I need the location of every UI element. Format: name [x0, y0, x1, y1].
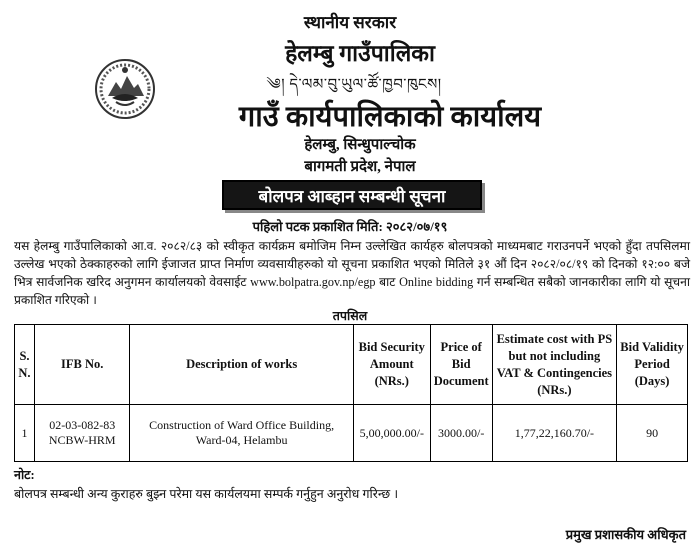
cell-estimate: 1,77,22,160.70/-: [492, 405, 617, 462]
note-text: बोलपत्र सम्बन्धी अन्य कुराहरु बुझ्न परेमा यस कार्यलयमा सम्पर्क गर्नुहुन अनुरोध गरिन्छ ।: [14, 487, 399, 501]
letterhead: [0, 0, 700, 180]
local-government-label: स्थानीय सरकार: [303, 13, 397, 32]
table-row: [15, 405, 688, 462]
published-date: पहिलो पटक प्रकाशित मिति: २०८२/०७/१९: [252, 219, 448, 234]
cell-ifb: 02-03-082-83 NCBW-HRM: [34, 405, 129, 462]
office-title: गाउँ कार्यपालिकाको कार्यालय: [238, 101, 542, 133]
cell-validity: 90: [617, 405, 688, 462]
tibetan-script-line: ༄། དེ་ལམ་བུ་ཡུལ་ཚོ་ཁྱབ་ཁུངས།: [266, 77, 442, 93]
table-header-row: [15, 325, 688, 405]
rural-municipality-name: हेलम्बु गाउँपालिका: [285, 41, 435, 66]
notice-title-box: बोलपत्र आब्हान सम्बन्धी सूचना: [222, 180, 482, 210]
header-estimate: Estimate cost with PS but not including VAT & Contingencies (NRs.): [492, 325, 617, 405]
cell-description: Construction of Ward Office Building, Ward-04, Helambu: [130, 405, 353, 462]
header-price-of-bid: Price of Bid Document: [430, 325, 492, 405]
header-description: Description of works: [130, 325, 353, 405]
cell-sn: 1: [15, 405, 35, 462]
note-label: नोट:: [14, 468, 35, 482]
header-bid-security: Bid Security Amount (NRs.): [353, 325, 430, 405]
works-table: [14, 324, 688, 462]
cell-bid-security: 5,00,000.00/-: [353, 405, 430, 462]
cell-price-of-bid: 3000.00/-: [430, 405, 492, 462]
nepal-emblem-icon: [94, 58, 156, 120]
header-validity: Bid Validity Period (Days): [617, 325, 688, 405]
notice-paragraph: यस हेलम्बु गाउँपालिकाको आ.व. २०८२/८३ को स्वीकृत कार्यक्रम बमोजिम निम्न उल्लेखित कार्यहरु बोलपत्रको माध्यमबाट गराउनपर्ने भएको हुँदा तपसिलमा उल्लेख भएको ठेक्काहरुको लागि ईजाजत प्राप्त निर्माण व्यवसायीहरुको यो सूचना प्रकाशित भएको मितिले ३१ औं दिन २०८२/०८/१९ को दिनको १२:०० बजे भित्र सार्वजनिक खरिद अनुगमन कार्यालयको वेवसाईट www.bolpatra.gov.np/egp बाट Online bidding गर्न सम्बन्धित सबैको जानकारीका लागि यो सूचना प्रकाशित गरिएको ।: [14, 239, 690, 307]
header-ifb: IFB No.: [34, 325, 129, 405]
signatory-title: प्रमुख प्रशासकीय अधिकृत: [565, 527, 686, 542]
tapsil-heading: तपसिल: [332, 309, 368, 323]
province-line: बागमती प्रदेश, नेपाल: [304, 159, 416, 175]
header-sn: S. N.: [15, 325, 35, 405]
office-location: हेलम्बु, सिन्धुपाल्चोक: [304, 137, 416, 153]
